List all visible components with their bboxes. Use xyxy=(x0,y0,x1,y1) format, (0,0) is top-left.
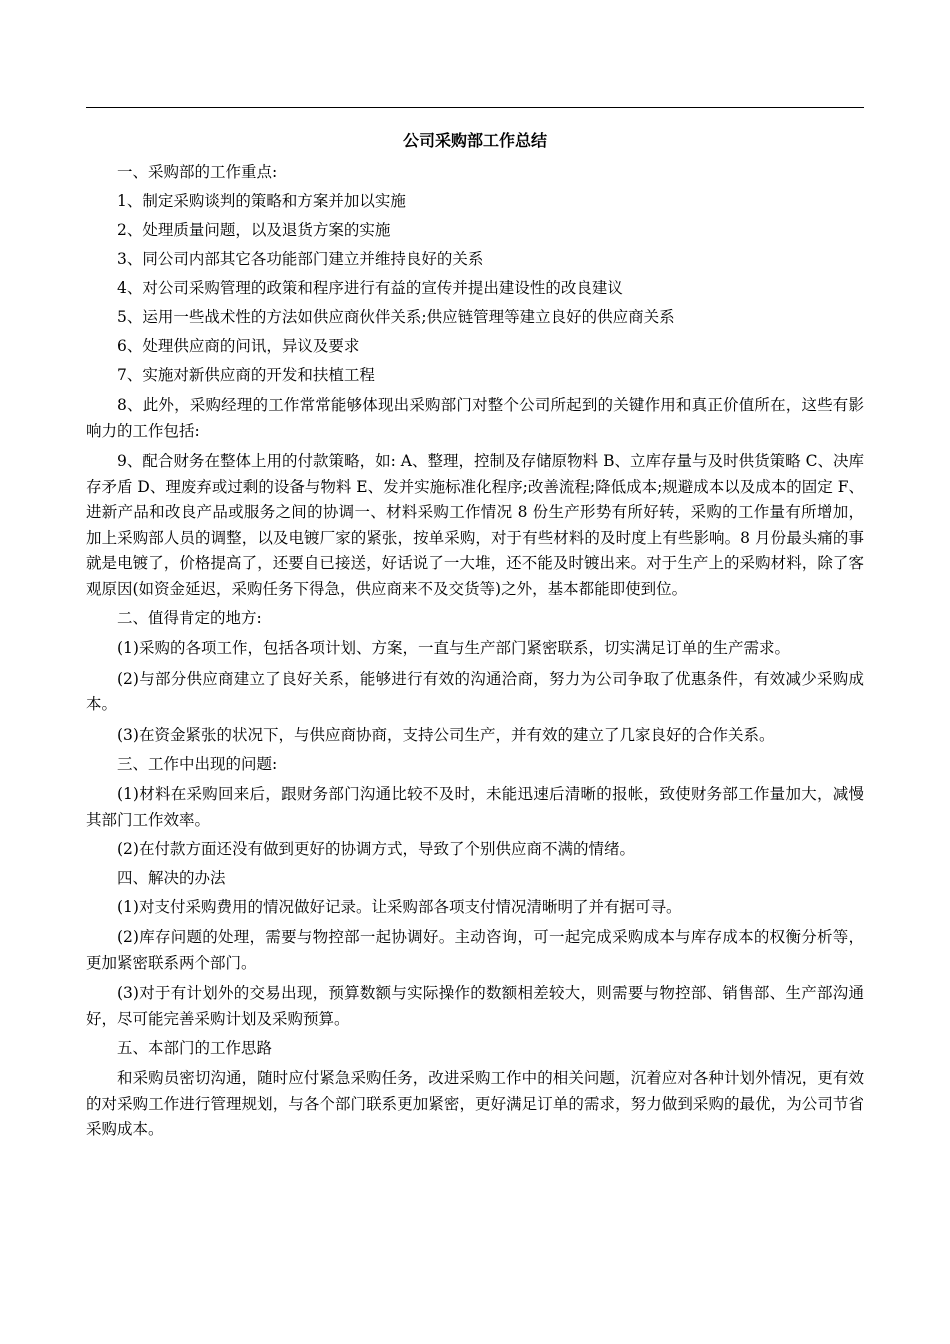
list-item-4: 4、对公司采购管理的政策和程序进行有益的宣传并提出建设性的改良建议 xyxy=(117,279,623,297)
solution-item-2: (2)库存问题的处理，需要与物控部一起协调好。主动咨询，可一起完成采购成本与库存成本的权衡分析等，更加紧密联系两个部门。 xyxy=(86,928,864,972)
list-item-1: 1、制定采购谈判的策略和方案并加以实施 xyxy=(117,192,406,210)
solution-item-3: (3)对于有计划外的交易出现，预算数额与实际操作的数额相差较大，则需要与物控部、销售部、生产部沟通好，尽可能完善采购计划及采购预算。 xyxy=(86,984,864,1028)
document-title: 公司采购部工作总结 xyxy=(402,131,547,150)
section-heading-1: 一、采购部的工作重点: xyxy=(117,163,278,181)
header-rule xyxy=(86,107,864,108)
section-heading-5: 五、本部门的工作思路 xyxy=(117,1039,273,1057)
problem-item-2: (2)在付款方面还没有做到更好的协调方式，导致了个别供应商不满的情绪。 xyxy=(117,840,635,858)
solution-item-1: (1)对支付采购费用的情况做好记录。让采购部各项支付情况清晰明了并有据可寻。 xyxy=(117,898,682,916)
section-heading-4: 四、解决的办法 xyxy=(117,869,226,887)
list-item-9: 9、配合财务在整体上用的付款策略，如: A、整理，控制及存储原物料 B、立库存量与及时供货策略 C、决库存矛盾 D、理废弃或过剩的设备与物料 E、发并实施标准化程序;改善流程;降低成本;规避成本以及成本的固定 F、进新产品和改良产品或服务之间的协调一、材料采购工作情况 8 份生产形势有所好转，采购的工作量有所增加，加上采购部人员的调整，以及电镀厂家的紧张，按单采购，对于有些材料的及时度上有些影响。8 月份最头痛的事就是电镀了，价格提高了，还要自已接送，好话说了一大堆，还不能及时镀出来。对于生产上的采购材料，除了客观原因(如资金延迟，采购任务下得急，供应商来不及交货等)之外，基本都能即使到位。 xyxy=(86,452,864,598)
problem-item-1: (1)材料在采购回来后，跟财务部门沟通比较不及时，未能迅速后清晰的报帐，致使财务部工作量加大，减慢其部门工作效率。 xyxy=(86,785,864,829)
affirmed-item-3: (3)在资金紧张的状况下，与供应商协商，支持公司生产，并有效的建立了几家良好的合作关系。 xyxy=(117,725,775,744)
list-item-7: 7、实施对新供应商的开发和扶植工程 xyxy=(117,366,375,384)
list-item-8: 8、此外，采购经理的工作常常能够体现出采购部门对整个公司所起到的关键作用和真正价值所在，这些有影响力的工作包括: xyxy=(86,396,864,440)
list-item-5: 5、运用一些战术性的方法如供应商伙伴关系;供应链管理等建立良好的供应商关系 xyxy=(117,308,675,326)
affirmed-item-2: (2)与部分供应商建立了良好关系，能够进行有效的沟通洽商，努力为公司争取了优惠条件，有效减少采购成本。 xyxy=(86,669,864,713)
section-heading-2: 二、值得肯定的地方: xyxy=(117,609,262,627)
affirmed-item-1: (1)采购的各项工作，包括各项计划、方案，一直与生产部门紧密联系，切实满足订单的生产需求。 xyxy=(117,639,790,657)
work-plan-paragraph: 和采购员密切沟通，随时应付紧急采购任务，改进采购工作中的相关问题，沉着应对各种计划外情况，更有效的对采购工作进行管理规划，与各个部门联系更加紧密，更好满足订单的需求，努力做到采购的最优，为公司节省采购成本。 xyxy=(86,1069,864,1138)
list-item-2: 2、处理质量问题，以及退货方案的实施 xyxy=(117,221,391,239)
section-heading-3: 三、工作中出现的问题: xyxy=(117,755,278,773)
list-item-3: 3、同公司内部其它各功能部门建立并维持良好的关系 xyxy=(117,250,484,268)
list-item-6: 6、处理供应商的问讯，异议及要求 xyxy=(117,337,360,355)
document-body xyxy=(86,128,864,1145)
